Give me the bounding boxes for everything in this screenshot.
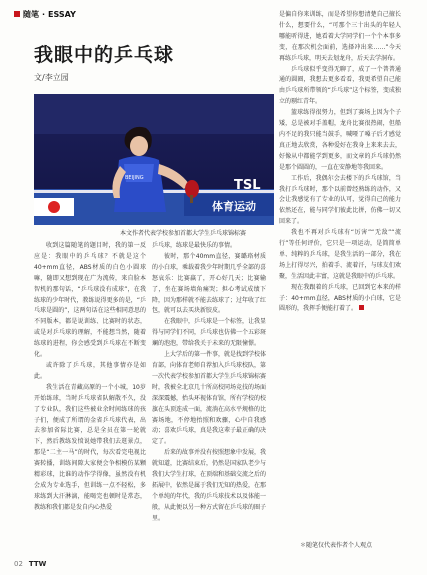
paragraph: 收到这篇随笔的题目时，我的第一反应是：我眼中的乒乓球？不就是这个40+mm直径，ABS材质的白色小圆球嘛，随即又想到现在广为流传，来自脸本智机的那句话，“乒乓球没有成球”，在我练球的少年时代，教练说得更多的是，“乒乓球是圆的”，这两句话在这些相同意思的不同版本，都是说训练、比赛时的状态，或是对乒乓球的理解，不能想当然，随着练球的进程，你会感受到乒乓球在不断变化。: [34, 242, 146, 359]
paragraph: 后来的故事并没有按照想象中发展，我就知道，比赛结束后，仍然是国家队老少与我们大学生打球，在顶端和基础交流之后的拓展中，依然是属于我们无知的热爱，在那个单纯的年代，我的乒乓球技术以及体能一般，从此便以另一种方式留在乒乓球的圈子里。: [152, 449, 266, 522]
section-header: [14, 8, 76, 20]
article-column-1: [34, 241, 146, 559]
paragraph: 乒乓球似乎变得无聊了，成了一个普普通通的圆圈，我想去更多看看，我更希望自己能由乒乓球所带领的“乒乓球”这个标签，变成独立的剔红青年。: [279, 65, 401, 106]
paragraph: 或许除了乒乓球，其他事情亦是如此。: [34, 361, 146, 380]
author-note: ＊随笔仅代表作者个人观点: [300, 542, 373, 549]
article-column-2: [152, 241, 266, 559]
end-mark-icon: [359, 305, 364, 310]
section-marker-icon: [14, 11, 20, 17]
article-photo: [34, 94, 274, 225]
header-separator: ·: [42, 9, 46, 19]
page-number: 02: [14, 560, 23, 568]
magazine-brand: TTW: [28, 560, 47, 568]
paragraph: 彼时，那个40mm直径，赛璐珞材质的小白球，乘载着我少年时期几乎全部的喜怒哀乐：比赛赢了，开心好几天；比赛输了，坐在赛场墙角痛哭；担心考试成绩下降，因为那样就不能去练球了；过年收了红包，就可以去买块新胶皮。: [152, 252, 266, 315]
banner-logo: TSL: [234, 178, 261, 193]
paragraph: 我也不再对乒乓球有“厉害”“无敌”“流行”等任何评价，它只是一项运动，是简简单单、纯粹的乒乓球，是我生活的一部分，我在场上打得尽兴，拍着手、流着汗，与球友们欢聚，生活因此丰富，这就是我眼中的乒乓球。: [279, 229, 401, 280]
paragraph: 我生活在青藏高原的一个小城，10岁开始练球，当时乒乓球省队解散不久，没了专业队，我们这些被业余时间练球的孩子们，便成了所谓的金省乒乓球代表，出去参加省际比赛，总是全员在第一轮就下，然后教练发愤说她带我们去逛景点，那是“二主一马”的时代，每次看完电视比赛转播，训练间隙大家便会争相模仿某颗精彩球，比谁的动作学得像，虽然没有机会成为专业选手，但训练一点不轻松，多球练到大汗淋漓，能喝完也顿时是常态，教练和我们都是发自内心热爱: [34, 383, 146, 511]
paragraph: 在我眼中，乒乓球是一个标签，让我显得与同学们不同，乒乓球也仿佛一个五彩斑斓的泡泡，带给我关于未来的无限憧憬。: [152, 318, 266, 348]
section-name: ESSAY: [48, 9, 76, 19]
article-column-3: [279, 10, 401, 538]
paragraph: 篮球练得很努力，但到了赛场上因为个子矮，总是被对手盖帽，龙舟比赛很热闹，但船内不足的我只能当鼓手，喊哑了嗓子后才感觉真正地去欣赏，各种爱好在我身上来来去去，好像从中都能学到更多，而文章的乒乓球仍然是那个圆圆的，一直在安静地等我回来。: [279, 109, 401, 171]
player-shirt-text: BEIJING: [125, 175, 144, 181]
table-tennis-player-image: [34, 94, 274, 225]
banner-text: 体育运动: [212, 200, 256, 213]
page-footer: [14, 560, 46, 568]
article-title: 我眼中的乒乓球: [34, 44, 175, 66]
photo-caption: 本文作者代表学校参加首都大学生乒乓球锦标赛: [120, 230, 247, 237]
paragraph: 上大学后的第一件事，就是找到学校体育部，向体育老师自荐加入乒乓球校队，第一次代表学校参加首都大学生乒乓球锦标赛时，我被全北京几十所高校同场竞技的场面深深震撼，抬头环视体育馆，所有学校的校旗在头顶连成一面，流淌在高水平规格的比赛场地，不停地抬照和欢骤，心中自我感动；喜欢乒乓球，真是我这辈子最正确的决定了。: [152, 351, 266, 446]
paragraph-text: 现在我跟着的乒乓球，已回到它本来的样子：40+mm直径，ABS材质的小白球，它是圆形的，我挥手便能打着了。: [279, 283, 401, 313]
paragraph: 乒乓球，练球是最快乐的事情。: [152, 242, 237, 249]
byline: 文/李立园: [34, 73, 69, 82]
paragraph: [279, 283, 401, 316]
paragraph: 是偏自你来训练，而是希望你想清楚自己擅长什么，想要什么，“可那个三十出头的年轻人哪能听得进，她看着大学同学们一个个本事多变，在那次机会面前，选择冲出来……”今天再练乒乓球，明天去划龙舟，后天去学洞布。: [279, 11, 401, 62]
paragraph: 工作后，我偶尔会去楼下的乒乓球馆，当我打乒乓球时，那个以前曾经熟练的动作，又会让我感觉有了专业的认可，觉得自己的能力依然还在，能与同学们彼此比拼，仿佛一切又回来了。: [279, 174, 401, 226]
column-name: 随笔: [23, 9, 39, 19]
